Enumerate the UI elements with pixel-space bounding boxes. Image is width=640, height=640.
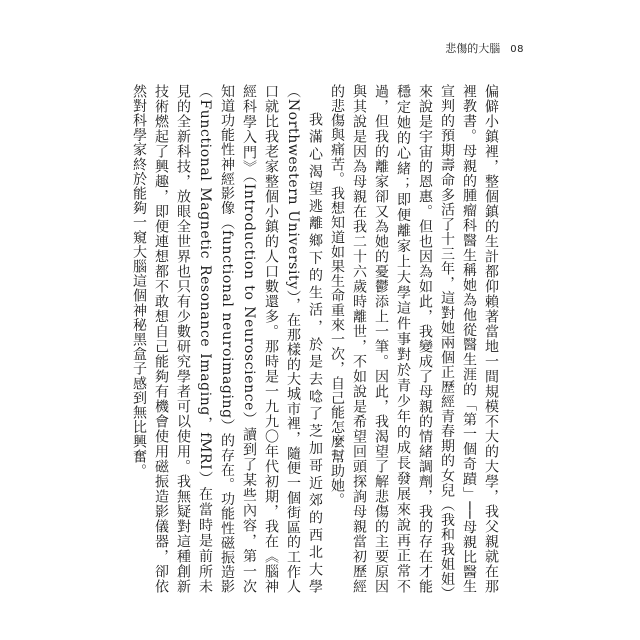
page-number: 08 [510,44,524,55]
paragraph-2: 我滿心渴望逃離鄉下的生活，於是去唸了芝加哥近郊的西北大學（Northwestern University），在那樣的大城市裡，隨便一個街區的工作人口就比我老家整個小鎮的人口數還多。那時是一九九〇年代初期，我在《腦神經科學入門》（Introduction to Neuroscience）讀到了某些內容，第一次知道功能性神經影像（functional neuroimaging）的存在。功能性磁振造影（Functional Magnetic Resonance Imaging，fMRI）在當時是前所未見的全新科技，放眼全世界也只有少數研究學者可以使用。我無疑對這種創新技術燃起了興趣，即便連想都不敢想自己能夠有機會使用磁振造影儀器，卻依然對科學家終於能夠一窺大腦這個神秘黑盒子感到無比興奮。 [131,84,323,594]
chapter-title: 悲傷的大腦 [445,42,501,55]
vertical-body-text [131,84,502,594]
running-head [445,40,524,56]
paragraph-1: 偏僻小鎮裡，整個鎮的生計都仰賴著當地一間規模不大的大學，我父親就在那裡教書。母親的腫瘤科醫生稱她為他從醫生涯的「第一個奇蹟」──母親比醫生宣判的預期壽命多活了十三年，這對她兩個正歷經青春期的女兒（我和我姐姐）來說是宇宙的恩惠。但也因為如此，我變成了母親的情緒調劑，我的存在才能穩定她的心緒；即便離家上大學這件事對於青少年的成長發展來說再正常不過，但我的離家卻又為她的憂鬱添上一筆。因此，我渴望了解悲傷的主要原因與其說是因為母親在我二十六歲時離世，不如說是希望回頭探詢母親當初歷經的悲傷與痛苦。我想知道如果生命重來一次，自己能怎麼幫助她。 [329,84,499,594]
